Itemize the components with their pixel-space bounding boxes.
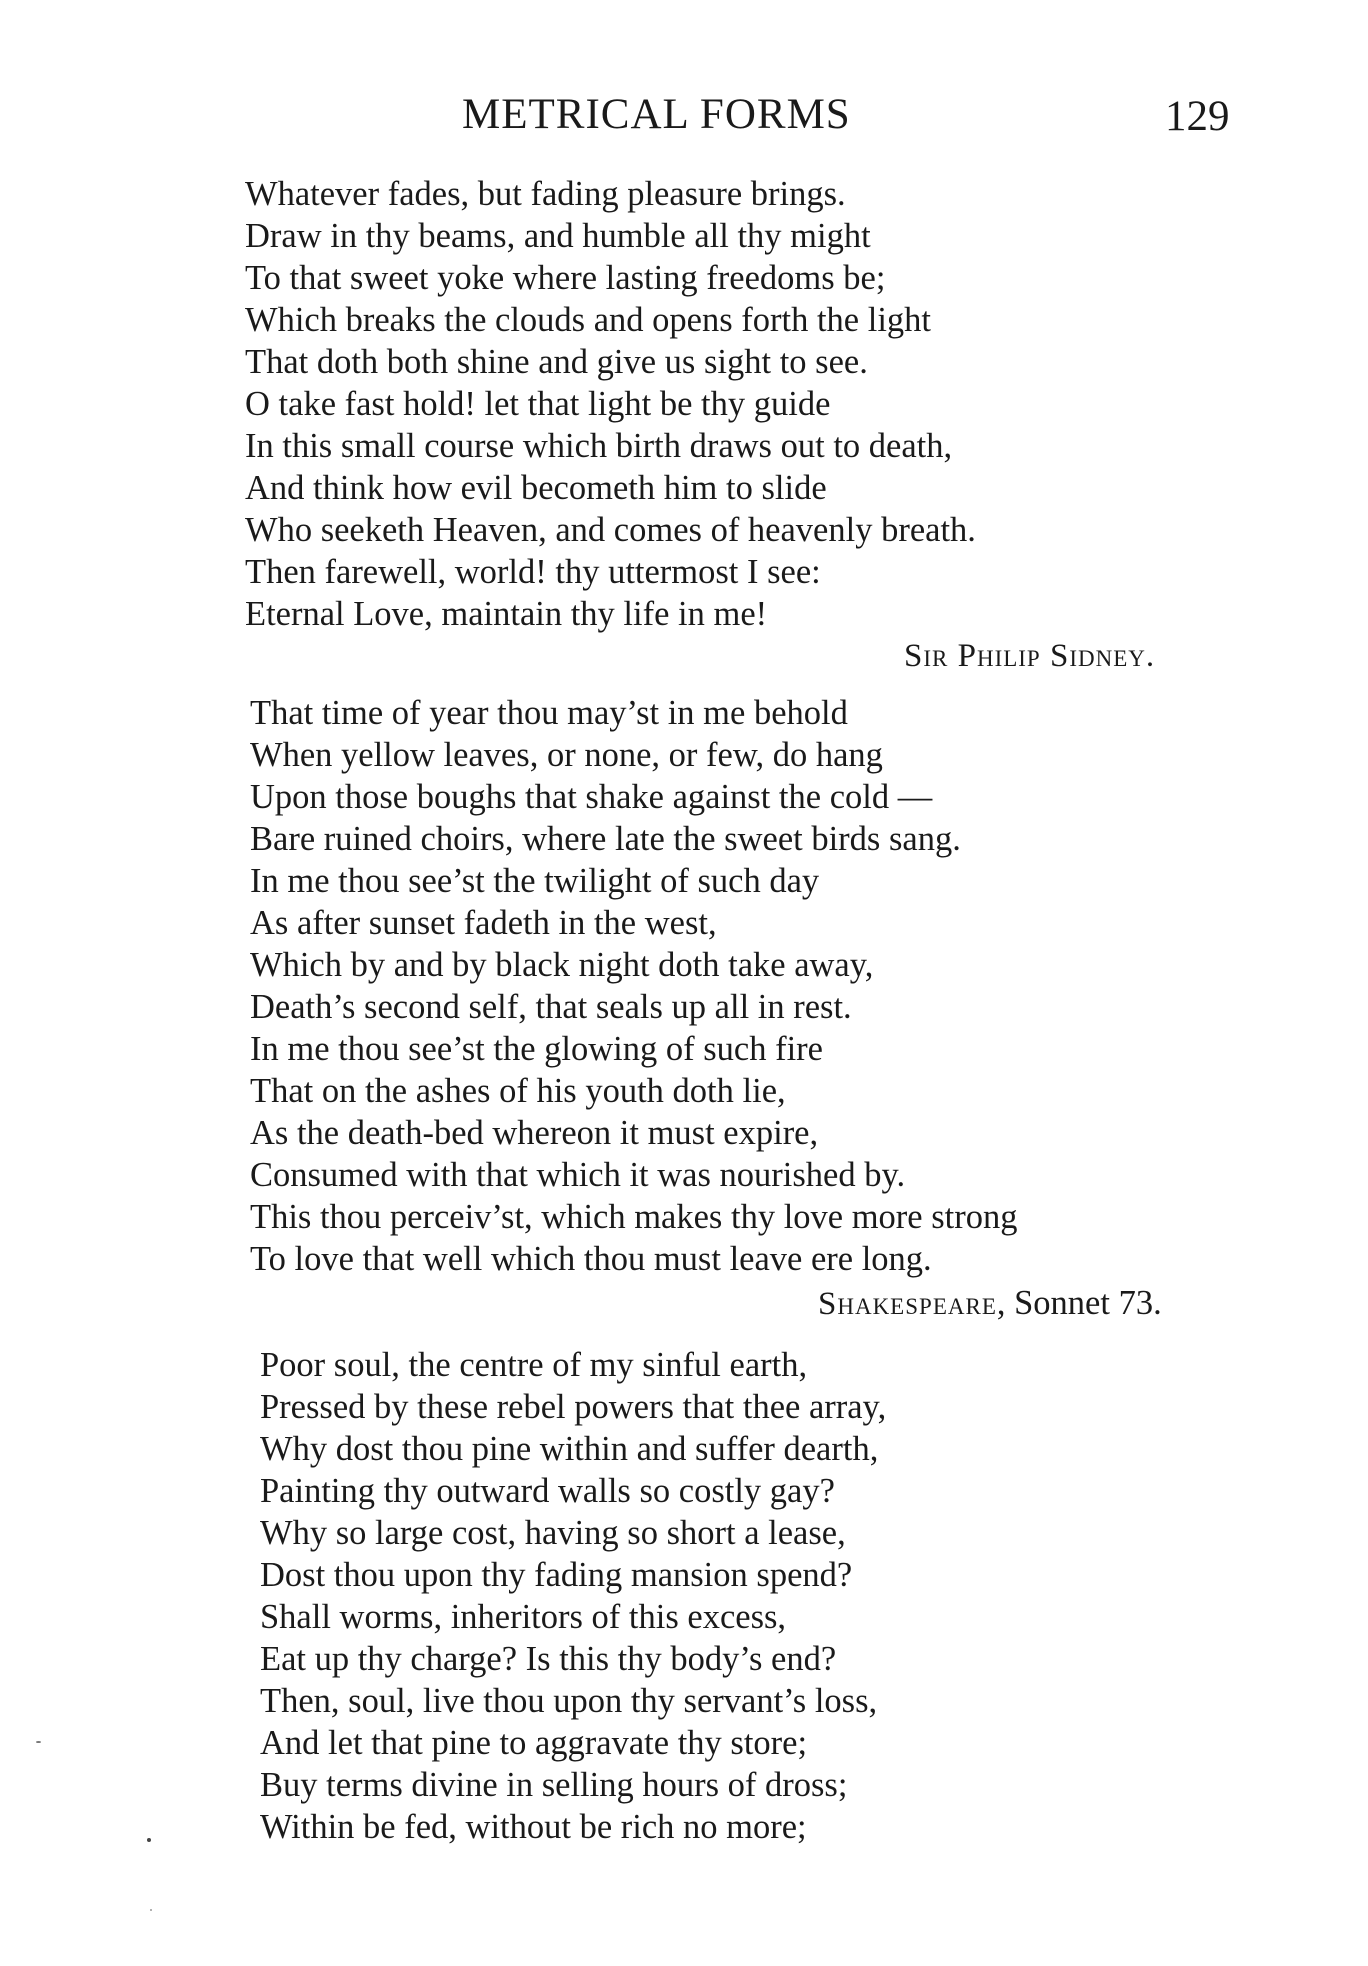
attribution-shakespeare — [818, 1283, 1162, 1324]
poem-line: In me thou see’st the twilight of such day — [250, 862, 820, 900]
poem-line: To that sweet yoke where lasting freedoms be; — [245, 259, 886, 297]
poem-line: Who seeketh Heaven, and comes of heavenly breath. — [245, 511, 976, 549]
poem-line: Whatever fades, but fading pleasure brings. — [245, 175, 846, 213]
poem-line: Bare ruined choirs, where late the sweet birds sang. — [250, 820, 961, 858]
poem-line: As after sunset fadeth in the west, — [250, 904, 717, 942]
paper-speck — [147, 1838, 151, 1842]
running-title: METRICAL FORMS — [462, 91, 851, 138]
poem-line: And think how evil becometh him to slide — [245, 469, 827, 507]
poem-line: Within be fed, without be rich no more; — [260, 1808, 807, 1846]
poem-line: Then farewell, world! thy uttermost I see: — [245, 553, 821, 591]
poem-line: That doth both shine and give us sight to see. — [245, 343, 868, 381]
poem-line: That on the ashes of his youth doth lie, — [250, 1072, 786, 1110]
attribution-work: , Sonnet 73. — [996, 1284, 1162, 1322]
paper-speck — [36, 1741, 41, 1743]
poem-line: Draw in thy beams, and humble all thy might — [245, 217, 871, 255]
poem-line: This thou perceiv’st, which makes thy love more strong — [250, 1198, 1018, 1236]
page-number: 129 — [1165, 93, 1230, 140]
poem-line: Eternal Love, maintain thy life in me! — [245, 595, 768, 633]
poem-line: Why so large cost, having so short a lease, — [260, 1514, 846, 1552]
poem-line: Shall worms, inheritors of this excess, — [260, 1598, 787, 1636]
poem-line: Which breaks the clouds and opens forth the light — [245, 301, 931, 339]
paper-speck — [150, 1909, 152, 1911]
poem-line: Consumed with that which it was nourished by. — [250, 1156, 906, 1194]
poem-line: Painting thy outward walls so costly gay? — [260, 1472, 835, 1510]
poem-line: Eat up thy charge? Is this thy body’s end? — [260, 1640, 837, 1678]
poem-line: Buy terms divine in selling hours of dross; — [260, 1766, 848, 1804]
poem-line: Which by and by black night doth take away, — [250, 946, 874, 984]
poem-line: To love that well which thou must leave ere long. — [250, 1240, 932, 1278]
poem-line: And let that pine to aggravate thy store; — [260, 1724, 808, 1762]
poem-line: Why dost thou pine within and suffer dearth, — [260, 1430, 879, 1468]
poem-line: O take fast hold! let that light be thy guide — [245, 385, 831, 423]
poem-line: Then, soul, live thou upon thy servant’s loss, — [260, 1682, 878, 1720]
poem-line: As the death-bed whereon it must expire, — [250, 1114, 819, 1152]
poem-line: Death’s second self, that seals up all in rest. — [250, 988, 852, 1026]
poem-line: Poor soul, the centre of my sinful earth, — [260, 1346, 808, 1384]
poem-line: Dost thou upon thy fading mansion spend? — [260, 1556, 853, 1594]
poem-line: Pressed by these rebel powers that thee array, — [260, 1388, 887, 1426]
poem-line: Upon those boughs that shake against the cold — — [250, 778, 933, 816]
attribution-author: Shakespeare — [818, 1286, 997, 1322]
poem-line: When yellow leaves, or none, or few, do hang — [250, 736, 883, 774]
attribution-sidney: Sir Philip Sidney. — [904, 638, 1156, 674]
poem-line: That time of year thou may’st in me behold — [250, 694, 848, 732]
poem-line: In me thou see’st the glowing of such fire — [250, 1030, 823, 1068]
poem-line: In this small course which birth draws out to death, — [245, 427, 953, 465]
